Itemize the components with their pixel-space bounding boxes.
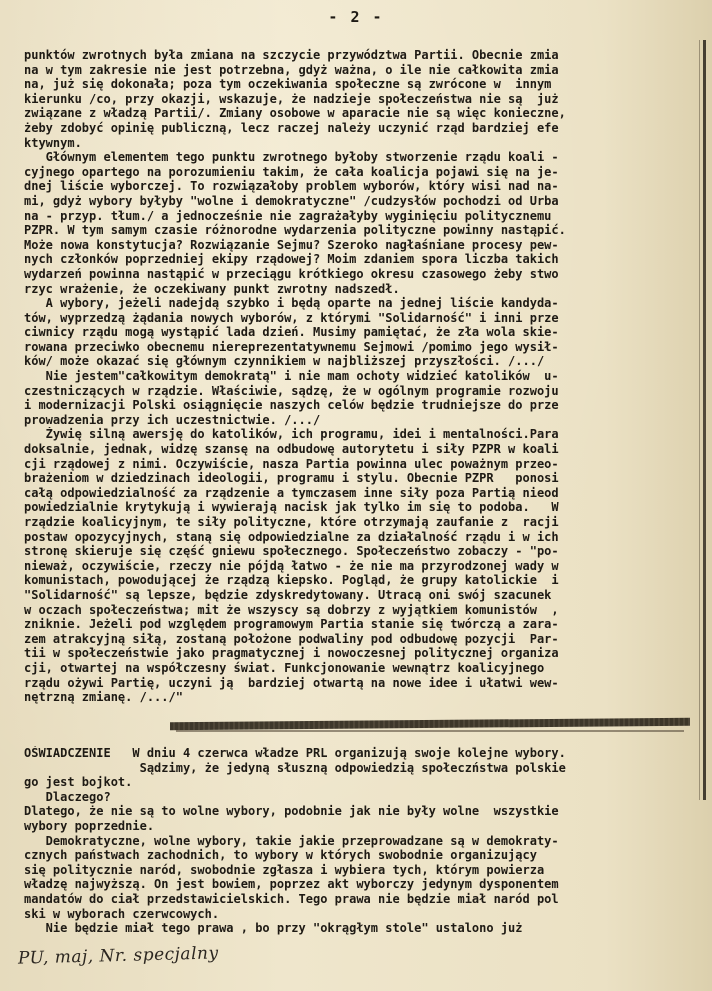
text-line: zniknie. Jeżeli pod względem programowym Partia stanie się twórczą a zara- bbox=[24, 617, 559, 632]
section-divider-underline bbox=[176, 730, 684, 732]
text-line: zem atrakcyjną siłą, zostaną położone podwaliny pod odbudowę pozycji Par- bbox=[24, 631, 559, 646]
text-line: związane z władzą Partii/. Zmiany osobowe w aparacie nie są więc konieczne, bbox=[24, 106, 566, 121]
text-line: ktywnym. bbox=[24, 135, 82, 150]
text-line: doksalnie, jednak, widzę szansę na odbudowę autorytetu i siły PZPR w koali bbox=[24, 442, 559, 457]
page-number: - 2 - bbox=[328, 8, 384, 26]
text-line: brażeniom w dziedzinach ideologii, programu i stylu. Obecnie PZPR ponosi bbox=[24, 471, 559, 486]
text-line: mi, gdyż wybory byłyby "wolne i demokratyczne" /cudzysłów pochodzi od Urba bbox=[24, 193, 559, 208]
text-line: A wybory, jeżeli nadejdą szybko i będą oparte na jednej liście kandyda- bbox=[24, 296, 559, 311]
text-line: cji rządowej z nimi. Oczywiście, nasza Partia powinna ulec poważnym przeo- bbox=[24, 456, 559, 471]
text-line: czestniczących w rządzie. Właściwie, sądzę, że w ogólnym programie rozwoju bbox=[24, 383, 559, 398]
statement-line: mandatów do ciał przedstawicielskich. Tego prawa nie będzie miał naród pol bbox=[24, 891, 559, 906]
main-article-text bbox=[24, 48, 688, 705]
text-line: nętrzną zmianę. /.../" bbox=[24, 690, 183, 705]
text-line: stronę skieruje się część gniewu społecznego. Społeczeństwo zobaczy - "po- bbox=[24, 544, 559, 559]
statement-line: władzę najwyższą. On jest bowiem, poprzez akt wyborczy jedynym dysponentem bbox=[24, 877, 559, 892]
text-line: "Solidarność" są lepsze, będzie zdyskredytowany. Utracą oni swój szacunek bbox=[24, 587, 552, 602]
text-line: i modernizacji Polski osiągnięcie naszych celów będzie trudniejsze do prze bbox=[24, 398, 559, 413]
text-line: Nie jestem"całkowitym demokratą" i nie mam ochoty widzieć katolików u- bbox=[24, 369, 559, 384]
text-line: ków/ może okazać się głównym czynnikiem w najbliższej przyszłości. /.../ bbox=[24, 354, 545, 369]
text-line: Żywię silną awersję do katolików, ich programu, idei i mentalności.Para bbox=[24, 427, 559, 442]
statement-line: cznych państwach zachodnich, to wybory w których swobodnie organizujący bbox=[24, 848, 537, 863]
text-line: w oczach społeczeństwa; mit że wszyscy są dobrzy z wyjątkiem komunistów , bbox=[24, 602, 559, 617]
text-line: tii w społeczeństwie jako pragmatycznej i nowoczesnej politycznej organiza bbox=[24, 646, 559, 661]
text-line: ciwnicy rządu mogą wystąpić lada dzień. Musimy pamiętać, że zła wola skie- bbox=[24, 325, 559, 340]
text-line: cji, otwartej na współczesny świat. Funkcjonowanie wewnątrz koalicyjnego bbox=[24, 660, 545, 675]
text-line: komunistach, powodującej że rządzą kiepsko. Pogląd, że grupy katolickie i bbox=[24, 573, 559, 588]
statement-line: Sądzimy, że jedyną słuszną odpowiedzią społeczństwa polskie bbox=[24, 760, 566, 775]
text-line: rządu ożywi Partię, uczyni ją bardziej otwartą na nowe idee i ułatwi wew- bbox=[24, 675, 559, 690]
statement-line: Dlatego, że nie są to wolne wybory, podobnie jak nie były wolne wszystkie bbox=[24, 804, 559, 819]
text-line: na - przyp. tłum./ a jednocześnie nie zagrażałyby wyginięciu politycznemu bbox=[24, 208, 552, 223]
statement-line: ski w wyborach czerwcowych. bbox=[24, 906, 220, 921]
text-line: PZPR. W tym samym czasie różnorodne wydarzenia polityczne powinny nastąpić. bbox=[24, 223, 566, 238]
statement-line: wybory poprzednie. bbox=[24, 818, 155, 833]
text-line: rowana przeciwko obecnemu niereprezentatywnemu Sejmowi /pomimo jego wysił- bbox=[24, 339, 559, 354]
page-edge-line bbox=[703, 40, 706, 800]
text-line: wydarzeń powinna nastąpić w przeciągu krótkiego okresu czasowego żeby stwo bbox=[24, 266, 559, 281]
text-line: dnej liście wyborczej. To rozwiązałoby problem wyborów, który wisi nad na- bbox=[24, 179, 559, 194]
text-line: Głównym elementem tego punktu zwrotnego byłoby stworzenie rządu koali - bbox=[24, 150, 559, 165]
text-line: punktów zwrotnych była zmiana na szczycie przywództwa Partii. Obecnie zmia bbox=[24, 48, 559, 62]
text-line: żeby zdobyć opinię publiczną, lecz raczej należy uczynić rząd bardziej efe bbox=[24, 120, 559, 135]
text-line: na w tym zakresie nie jest potrzebna, gdyż ważna, o ile nie całkowita zmia bbox=[24, 62, 559, 77]
statement-line: Dlaczego? bbox=[24, 789, 111, 804]
page-edge-line-secondary bbox=[699, 40, 700, 800]
text-line: całą odpowiedzialność za rządzenie a tymczasem inne siły poza Partią nieod bbox=[24, 485, 559, 500]
text-line: na, już się dokonała; poza tym oczekiwania społeczne są zwrócone w innym bbox=[24, 77, 552, 92]
text-line: kierunku /co, przy okazji, wskazuje, że nadzieje społeczeństwa nie są już bbox=[24, 91, 559, 106]
section-divider-rule bbox=[170, 718, 690, 731]
text-line: powiedzialnie krytykują i wywierają nacisk jak tylko im się to podoba. W bbox=[24, 500, 559, 515]
text-line: nych członków poprzedniej ekipy rządowej? Moim zdaniem spora liczba takich bbox=[24, 252, 559, 267]
text-line: prowadzenia przy ich uczestnictwie. /.../ bbox=[24, 412, 321, 427]
text-line: Może nowa konstytucja? Rozwiązanie Sejmu? Szeroko nagłaśniane procesy pew- bbox=[24, 237, 559, 252]
statement-line: go jest bojkot. bbox=[24, 775, 133, 790]
text-line: nieważ, oczywiście, rzeczy nie pójdą łatwo - że nie ma przyrodzonej wady w bbox=[24, 558, 559, 573]
statement-section bbox=[24, 746, 694, 936]
statement-line: OŚWIADCZENIE W dniu 4 czerwca władze PRL organizują swoje kolejne wybory. bbox=[24, 746, 566, 760]
text-line: tów, wyprzedzą żądania nowych wyborów, z którymi "Solidarność" i inni prze bbox=[24, 310, 559, 325]
text-line: rządzie koalicyjnym, te siły polityczne, które otrzymają zaufanie z racji bbox=[24, 515, 559, 529]
statement-line: Nie będzie miał tego prawa , bo przy "okrągłym stole" ustalono już bbox=[24, 921, 523, 936]
text-line: postaw opozycyjnych, staną się odpowiedzialne za działalność rządu i w ich bbox=[24, 529, 559, 544]
handwritten-note: PU, maj, Nr. specjalny bbox=[17, 943, 219, 969]
statement-line: Demokratyczne, wolne wybory, takie jakie przeprowadzane są w demokraty- bbox=[24, 833, 559, 848]
statement-line: się politycznie naród, swobodnie zgłasza i wybiera tych, którym powierza bbox=[24, 862, 545, 877]
text-line: rzyc wrażenie, że oczekiwany punkt zwrotny nadszedł. bbox=[24, 281, 400, 296]
text-line: cyjnego opartego na porozumieniu takim, że cała koalicja pojawi się na je- bbox=[24, 164, 559, 179]
